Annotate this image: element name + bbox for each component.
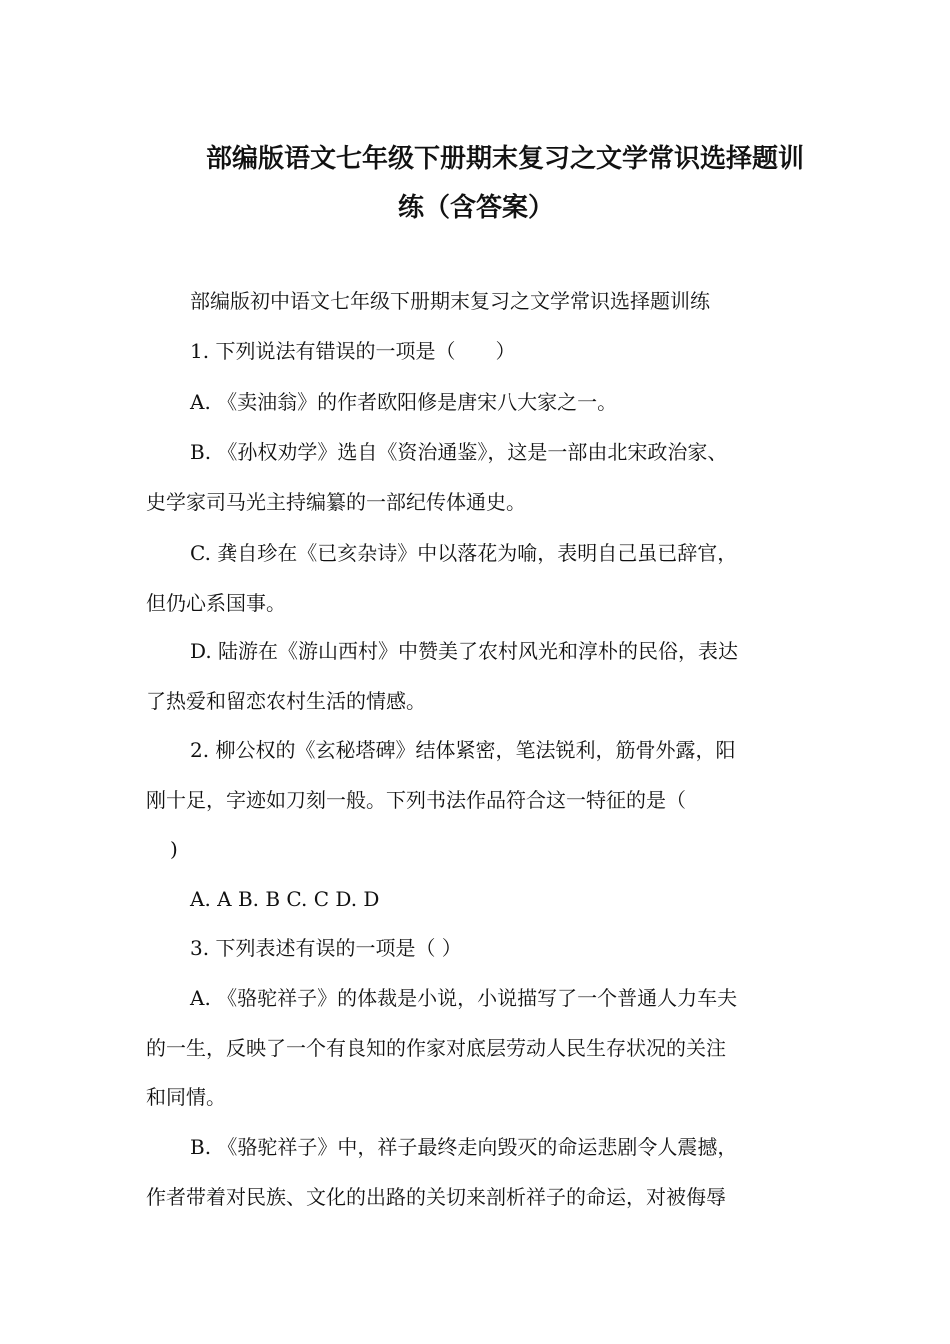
question-3-option-a-line-1: A. 《骆驼祥子》的体裁是小说，小说描写了一个普通人力车夫 <box>190 986 738 1010</box>
subtitle: 部编版初中语文七年级下册期末复习之文学常识选择题训练 <box>190 289 710 313</box>
question-3-option-a-line-2: 的一生，反映了一个有良知的作家对底层劳动人民生存状况的关注 <box>146 1036 726 1060</box>
question-2-stem-line-1: 2. 柳公权的《玄秘塔碑》结体紧密，笔法锐利，筋骨外露，阳 <box>190 738 736 762</box>
question-2-stem-line-3: ) <box>170 837 178 861</box>
document-title-line-2: 练（含答案） <box>398 193 555 223</box>
question-1-option-a: A. 《卖油翁》的作者欧阳修是唐宋八大家之一。 <box>190 390 618 414</box>
question-1-option-d-line-2: 了热爱和留恋农村生活的情感。 <box>146 689 426 713</box>
question-1-option-b-line-1: B. 《孙权劝学》选自《资治通鉴》，这是一部由北宋政治家、 <box>190 440 728 464</box>
question-1-option-c-line-2: 但仍心系国事。 <box>146 591 286 615</box>
question-3-option-b-line-2: 作者带着对民族、文化的出路的关切来剖析祥子的命运，对被侮辱 <box>146 1185 726 1209</box>
question-3-stem: 3. 下列表述有误的一项是（ ） <box>190 936 462 960</box>
question-1-option-b-line-2: 史学家司马光主持编纂的一部纪传体通史。 <box>146 490 526 514</box>
question-2-options: A. A B. B C. C D. D <box>190 887 380 911</box>
question-3-option-a-line-3: 和同情。 <box>146 1085 226 1109</box>
question-1-option-c-line-1: C. 龚自珍在《已亥杂诗》中以落花为喻，表明自己虽已辞官， <box>190 541 738 565</box>
question-2-stem-line-2: 刚十足，字迹如刀刻一般。下列书法作品符合这一特征的是（ <box>146 788 686 812</box>
question-1-stem: 1. 下列说法有错误的一项是（ ） <box>190 339 516 363</box>
document-title-line-1: 部编版语文七年级下册期末复习之文学常识选择题训 <box>206 144 805 174</box>
question-3-option-b-line-1: B. 《骆驼祥子》中，祥子最终走向毁灭的命运悲剧令人震撼， <box>190 1135 738 1159</box>
question-1-option-d-line-1: D. 陆游在《游山西村》中赞美了农村风光和淳朴的民俗，表达 <box>190 639 739 663</box>
